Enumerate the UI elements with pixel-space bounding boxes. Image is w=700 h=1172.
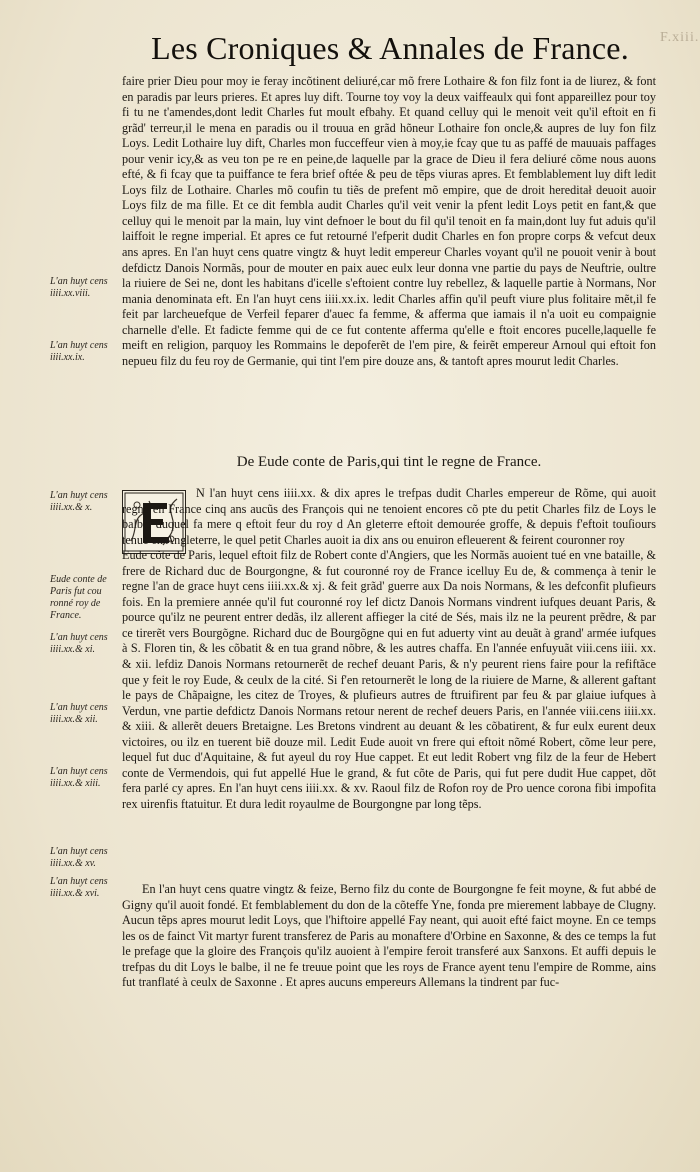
- margin-note: L'an huyt cens iiii.xx.& xv.: [50, 846, 108, 869]
- folio-number: F.xiii.: [660, 30, 700, 45]
- margin-note: L'an huyt cens iiii.xx.ix.: [50, 340, 108, 363]
- section-heading: De Eude conte de Paris,qui tint le regne de France.: [236, 454, 542, 470]
- margin-note: L'an huyt cens iiii.xx.& xii.: [50, 702, 108, 725]
- paragraph-text: Eude cõte de Paris, lequel eftoit filz de Robert conte d'Angiers, que les Normãs auoient tué en vne bataille, & frere de Richard duc de Bourgongne, & fut couronné roy de France icelluy Eu de, & commença à tenir le regne l'an de grace huyt cens iiii.xx.& xj. & feit grãd' guerre aux Da nois Normans, & les defconfit plufieurs fois. En la premiere année qu'il fut couronné roy lef dictz Danois Normans vindrent iufques deuant Paris, & pource qu'ilz ne peurent entrer dedãs, ilz allerent affieger la cité de Sés, mais ilz ne la peurent prẽdre, & par ce tirerẽt vers Bourgõgne. Richard duc de Bourgõgne qui en fut aduerty vint au deuãt à grand' armée iufques à S. Floren tin, & les cõbatit & en tua grand nõbre, & les autres chaffa. En l'année enfuyuãt viii.cens iiii. xx. & xii. lefdiz Danois Normans retournerẽt de rechef deuant Paris, & n'y peurent riens faire pour la refiftãce que y feit le roy Eude, & ceulx de la cité. Si f'en retournerẽt le long de la riuiere de Marne, & allerent gaftant le pays de Chãpaigne, les citez de Troyes, & plufieurs autres de ftruifirent par feu & par glaiue iufques à Verdun, vne partie defdictz Danois Normans retour nerent de rechef deuers Paris, en l'année viii.cens iiii.xx. & xiii. & allerẽt deuers Bretaigne. Les Bretons vindrent au deuant & les cõbatirent, & fur eulx eurent deux victoires, ou ilz en tuerent biẽ douze mil. Ledit Eude auoit vn frere qui eftoit nõmé Robert, cõme leur pere, lequel fut duc d'Aquitaine, & fut ayeul du roy Hue cappet. Et eut ledit Robert vng filz de la feur de Hebert conte de Vermendois, qui fut appellé Hue le grand, & fut cõte de Paris, qui fut pere dudit Hue cappet, dõt fera parlé cy apres. En l'an huyt cens iiii.xx. & xv. Raoul filz de Rofon roy de Pro uence corona fibi impofita rex uirenfis ftatuitur. Et dura ledit royaulme de Bourgongne par long tẽps.: [122, 548, 656, 811]
- margin-note: L'an huyt cens iiii.xx.& x.: [50, 490, 108, 513]
- running-header: Les Croniques & Annales de France.: [151, 30, 629, 66]
- paragraph-berno: En l'an huyt cens quatre vingtz & feize, Berno filz du conte de Bourgongne fe feit moyne, & fut abbé de Gigny qu'il auoit fondé. Et femblablement du don de la cõteffe Yne, fonda pre mierement labbaye de Clugny. Aucun tẽps apres mourut ledit Loys, que l'hiftoire appellé Fay neant, qui auoit efté faict moyne. En ce temps les os de fainct Vit martyr furent transferez de Paris au monaftere d'Orbine en Saxonne, & des ce temps la fut le prefage que la gloire des François qu'ilz auoient à l'empire feroit transferé aux Sanxons. Et auffi depuis le trefpas du dit Loys le balbe, il ne fe treuue point que les roys de France ayent tenu l'empire de Romme, ains fut tranflaté à ceulx de Saxonne . Et apres aucuns empereurs Allemans la tindrent par fuc-: [122, 882, 656, 990]
- margin-note: Eude conte de Paris fut cou ronné roy de France.: [50, 574, 107, 621]
- margin-note: L'an huyt cens iiii.xx.& xiii.: [50, 766, 108, 789]
- paragraph-lead: N l'an huyt cens iiii.xx. & dix apres le trefpas dudit Charles empereur de Rõme, qui auoit regné en France cinq ans aucũs des François qui ne tenoient encores cõ pte du petit Charles filz de Loys le balbe, duquel fa mere q eftoit feur du roy d An gleterre eftoit demourée groffe, & depuis f'eftoit touſiours tenue en Angleterre, le quel petit Charles auoit ia dix ans ou enuiron efleuerent & feirent couronner roy: [122, 486, 656, 547]
- paragraph-text: faire prier Dieu pour moy ie feray incõtinent deliuré,car mõ frere Lothaire & fon filz font ia de liurez, & font en paradis par leurs prieres. Et apres luy dift. Tourne toy voy la deux vaiffeaulx qui font appareillez pour toy fi tu ne t'amendes,dont ledit Charles fut moult efbahy. Et quand celluy qui le menoit veit qu'il eftoit en fi grãd' terreur,il le mena en paradis ou il trouua en grãd hõneur Lothaire fon oncle,& aupres de luy fon filz Loys. Ledit Lothaire luy dift, Charles mon fucceffeur vien à moy,ie fcay que tu as paffé de mauuais paffages pour venir icy,& as veu ton pe re en peine,de laquelle par la grace de Dieu il fera deliuré cõme nous auons efté, & fi fcay que ta puiffance te fera brief oftée & peu de tẽps viuras apres. Et femblablement luy dift ledit Loys filz de Lothaire. Charles mõ coufin tu tiẽs de prefent mõ empire, que de droit hereditał deuoit auoir Loys filz de ma fille. Et ce dit fembla audit Charles qu'il veit venir la pfent ledit Loys petit en fant,& que celluy qui le menoit par la main, luy vint defnoer le bout du fil qu'il tenoit en fa main,dont luy fut aduis qu'il laiffoit le regne imperial. Et apres ce fut retourné l'efperit dudit Charles en fon propre corps & vefcut deux ans apres. En l'an huyt cens quatre vingtz & huyt ledit empereur Charles voyant qu'il ne pouoit venir à bout defdictz Danois Normãs, pour de mouter en paix auec eulx leur donna vne partie du pays de Neuftrie, oultre la riuiere de Sei ne, dont les habitans d'icelle s'eftoient contre luy rebellez, & laquelle partie à Normans, Nor mania denominata eft. En l'an huyt cens iiii.xx.ix. ledit Charles affin qu'il peuft viure plus folitaire mẽt,il fe feit par larcheuefque de Verfeil feparer d'auec fa femme, & afferma que iamais il n'a uoit eu compaignie charnelle d'elle. Et fadicte femme qui de ce fut contente afferma qu'elle e ftoit encores pucelle,laquelle fe meift en religion, parquoy les Rommains le depoferẽt de l'em pire, & feirẽt empereur Arnoul qui eftoit fon nepueu filz du feu roy de Germanie, qui tint l'em pire douze ans, & tantoft apres mourut ledit Charles.: [122, 74, 656, 368]
- margin-note: L'an huyt cens iiii.xx.viii.: [50, 276, 108, 299]
- margin-note: L'an huyt cens iiii.xx.& xvi.: [50, 876, 108, 899]
- margin-note: L'an huyt cens iiii.xx.& xi.: [50, 632, 108, 655]
- margin-notes: [50, 0, 118, 1172]
- paragraph-charles: [122, 74, 656, 369]
- paragraph-eude: [122, 486, 656, 812]
